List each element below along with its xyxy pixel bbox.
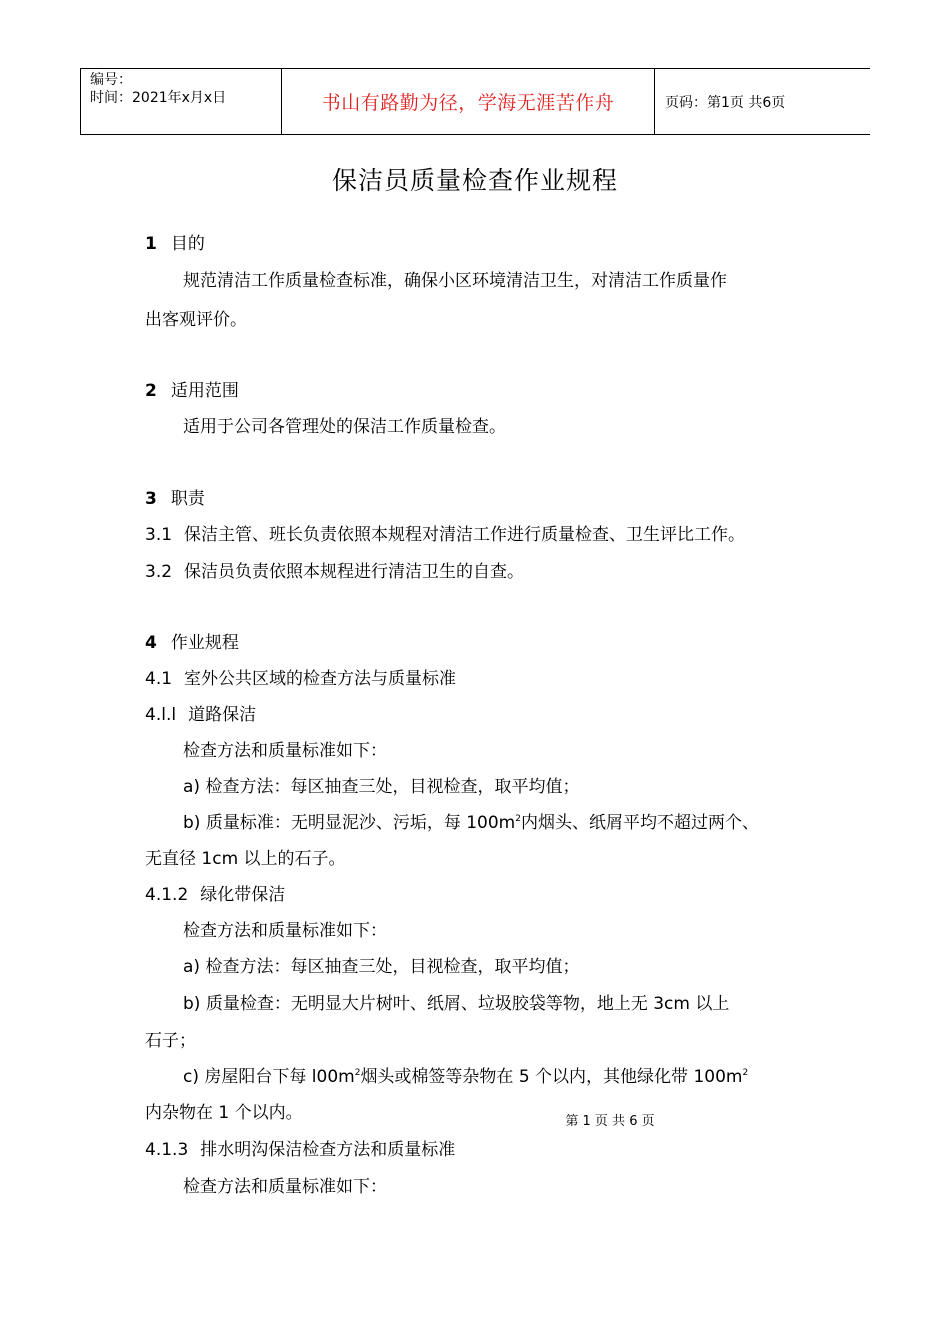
- clause-text: 道路保洁: [188, 705, 257, 725]
- text-run: 烟头或棉签等杂物在 5 个以内，其他绿化带 100m: [360, 1067, 743, 1087]
- clause-number: 3.2: [145, 562, 173, 582]
- section-3-heading: [145, 488, 205, 510]
- section-title: 适用范围: [170, 381, 239, 401]
- text-run: b) 质量标准：无明显泥沙、污垢，每 100m: [183, 813, 516, 833]
- section-number: 4: [145, 633, 157, 653]
- clause-number: 4.1.2: [145, 885, 189, 905]
- paragraph: 检查方法和质量标准如下：: [183, 741, 387, 761]
- section-title: 目的: [170, 234, 205, 254]
- clause-number: 4.1: [145, 669, 173, 689]
- list-item: b) 质量检查：无明显大片树叶、纸屑、垃圾胶袋等物，地上无 3cm 以上: [183, 994, 730, 1014]
- list-item: [183, 812, 759, 834]
- section-title: 作业规程: [170, 633, 239, 653]
- section-number: 2: [145, 381, 157, 401]
- section-1-heading: [145, 233, 205, 255]
- clause-4-1-3: [145, 1139, 455, 1161]
- clause-text: 保洁员负责依照本规程进行清洁卫生的自查。: [184, 562, 525, 582]
- section-4-heading: [145, 632, 239, 654]
- date-label: 时间：2021年x月x日: [90, 90, 227, 106]
- paragraph: 石子；: [145, 1031, 196, 1051]
- clause-text: 保洁主管、班长负责依照本规程对清洁工作进行质量检查、卫生评比工作。: [184, 525, 746, 545]
- header-meta-cell: [81, 69, 282, 134]
- clause-text: 室外公共区域的检查方法与质量标准: [184, 669, 457, 689]
- clause-number: 4.1.3: [145, 1140, 189, 1160]
- text-run: c) 房屋阳台下每 l00m: [183, 1067, 355, 1087]
- paragraph: 规范清洁工作质量检查标准，确保小区环境清洁卫生，对清洁工作质量作: [183, 271, 727, 291]
- superscript: 2: [515, 814, 521, 824]
- clause-4-1-2: [145, 884, 285, 906]
- clause-4-1-1: [145, 704, 256, 726]
- text-run: 内烟头、纸屑平均不超过两个、: [520, 813, 759, 833]
- header-page-cell: [655, 69, 870, 134]
- list-item: [183, 1066, 748, 1088]
- section-title: 职责: [170, 489, 205, 509]
- document-title: 保洁员质量检查作业规程: [331, 166, 618, 195]
- clause-text: 绿化带保洁: [200, 885, 286, 905]
- section-number: 1: [145, 234, 157, 254]
- section-2-heading: [145, 380, 239, 402]
- superscript: 2: [742, 1068, 749, 1078]
- paragraph: 适用于公司各管理处的保洁工作质量检查。: [183, 417, 506, 437]
- page-info: 页码：第1页 共6页: [665, 94, 786, 111]
- paragraph: 检查方法和质量标准如下：: [183, 1177, 387, 1197]
- serial-label: 编号：: [90, 72, 132, 88]
- clause-3-1: [145, 524, 745, 546]
- clause-3-2: [145, 561, 524, 583]
- list-item: a) 检查方法：每区抽查三处，目视检查，取平均值；: [183, 957, 580, 977]
- clause-number: 3.1: [145, 525, 173, 545]
- page-footer: 第 1 页 共 6 页: [565, 1114, 655, 1129]
- paragraph: 出客观评价。: [145, 310, 247, 330]
- superscript: 2: [354, 1068, 361, 1078]
- list-item: a) 检查方法：每区抽查三处，目视检查，取平均值；: [183, 777, 580, 797]
- header-motto-cell: [282, 69, 655, 134]
- paragraph: 内杂物在 1 个以内。: [145, 1103, 303, 1123]
- motto: 书山有路勤为径，学海无涯苦作舟: [321, 92, 615, 114]
- clause-number: 4.l.l: [145, 705, 177, 725]
- paragraph: 无直径 1cm 以上的石子。: [145, 849, 346, 869]
- clause-text: 排水明沟保洁检查方法和质量标准: [200, 1140, 456, 1160]
- header-table: [80, 68, 870, 135]
- clause-4-1: [145, 668, 456, 690]
- paragraph: 检查方法和质量标准如下：: [183, 921, 387, 941]
- section-number: 3: [145, 489, 157, 509]
